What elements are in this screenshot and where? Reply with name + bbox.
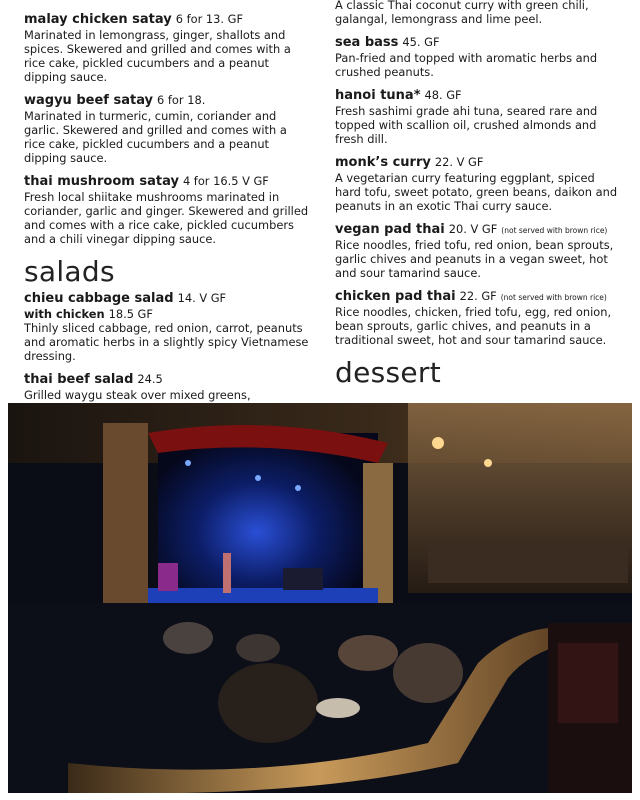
item-price: 48. GF [424,88,462,102]
item-name: thai mushroom satay [24,174,179,189]
item-name: wagyu beef satay [24,93,154,108]
menu-item [24,12,309,84]
item-name: chicken pad thai [335,289,456,304]
item-description: A classic Thai coconut curry with green chili, [335,0,589,12]
item-description: Thinly sliced cabbage, red onion, carrot, peanuts and aromatic herbs in a slightly spicy Vietnamese dressing. [24,321,309,363]
menu-item [24,372,309,402]
item-description: Grilled waygu steak over mixed greens, [24,388,251,402]
item-name: monk’s curry [335,155,431,170]
menu-item [335,222,620,280]
restaurant-stage-photo [8,403,632,793]
item-name: sea bass [335,35,399,50]
menu-left-column [24,12,309,411]
item-price: 22. V GF [434,155,484,169]
item-note: (not served with brown rice) [500,293,607,302]
item-name: thai beef salad [24,372,134,387]
item-price: 22. GF [459,289,497,303]
menu-item [24,291,309,363]
item-price: 6 for 18. [157,93,206,107]
item-name: hanoi tuna* [335,88,421,103]
menu-item [335,35,620,79]
item-description: galangal, lemongrass and lime peel. [335,12,543,26]
menu-item [24,93,309,165]
item-price: 6 for 13. GF [175,12,244,26]
item-price: 14. V GF [177,291,227,305]
item-price: 4 for 16.5 V GF [182,174,269,188]
item-description: Fresh sashimi grade ahi tuna, seared rare and topped with scallion oil, crushed almonds and fresh dill. [335,104,598,146]
item-description: Marinated in lemongrass, ginger, shallots and spices. Skewered and grilled and comes with a rice cake, pickled cucumbers and a peanut dipping sauce. [24,28,291,84]
item-description: A vegetarian curry featuring eggplant, spiced hard tofu, sweet potato, green beans, daikon and peanuts in an exotic Thai curry sauce. [335,171,618,213]
item-name: chieu cabbage salad [24,291,174,306]
menu-item [335,289,620,347]
item-description: Rice noodles, chicken, fried tofu, egg, red onion, bean sprouts, garlic chives, and peanuts in a traditional sweet, hot and sour tamarind sauce. [335,305,612,347]
item-description: Pan-fried and topped with aromatic herbs and crushed peanuts. [335,51,598,79]
section-heading-salads: salads [24,255,115,288]
menu-item [24,174,309,246]
item-description: Marinated in turmeric, cumin, coriander and garlic. Skewered and grilled and comes with a rice cake, pickled cucumbers and a peanut dipping sauce. [24,109,287,165]
section-heading-dessert: dessert [335,356,441,389]
item-variant-price: 18.5 GF [108,307,153,321]
item-name: vegan pad thai [335,222,445,237]
stage-photo-illustration [8,403,632,793]
menu-item [335,155,620,213]
menu-right-column [335,0,620,392]
item-price: 24.5 [137,372,163,386]
menu-item [335,88,620,146]
item-note: (not served with brown rice) [501,226,608,235]
item-description: Rice noodles, fried tofu, red onion, bean sprouts, garlic chives and peanuts in a vegan sweet, hot and sour tamarind sauce. [335,238,614,280]
menu-item-continued [335,0,620,26]
item-variant-name: with chicken [24,307,105,321]
item-description: Fresh local shiitake mushrooms marinated in coriander, garlic and ginger. Skewered and grilled and comes with a rice cake, pickled cucumbers and a chili vinegar dipping sauce. [24,190,309,246]
item-price: 20. V GF [448,222,498,236]
item-price: 45. GF [402,35,440,49]
item-name: malay chicken satay [24,12,172,27]
